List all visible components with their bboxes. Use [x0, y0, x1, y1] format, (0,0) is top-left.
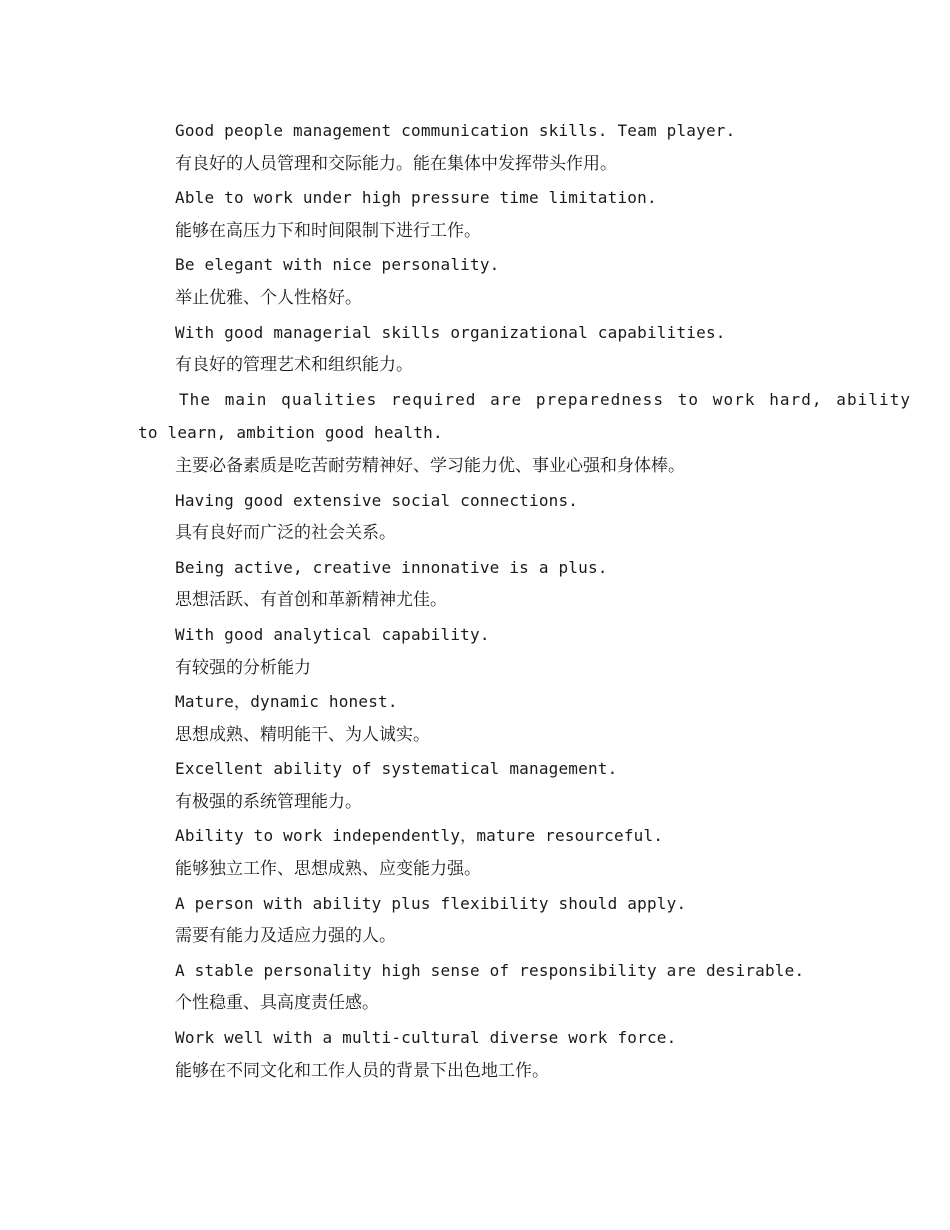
text-line: Mature，dynamic honest. [175, 692, 398, 712]
text-line: A person with ability plus flexibility should apply. [175, 893, 687, 913]
text-line: to learn, ambition good health. [138, 423, 443, 443]
text-block [138, 114, 912, 1088]
text-line: 需要有能力及适应力强的人。 [175, 926, 396, 947]
text-line: 能够在高压力下和时间限制下进行工作。 [175, 220, 481, 241]
text-line: A stable personality high sense of responsibility are desirable. [175, 960, 805, 980]
text-line: 能够独立工作、思想成熟、应变能力强。 [175, 859, 481, 880]
text-line: 有良好的人员管理和交际能力。能在集体中发挥带头作用。 [175, 153, 617, 174]
text-line: Excellent ability of systematical management. [175, 759, 618, 779]
text-line: Work well with a multi-cultural diverse work force. [175, 1028, 677, 1048]
text-line: 有较强的分析能力 [175, 657, 311, 678]
text-line: Able to work under high pressure time limitation. [175, 188, 657, 208]
text-line: 具有良好而广泛的社会关系。 [175, 523, 396, 544]
text-line: 有极强的系统管理能力。 [175, 791, 362, 812]
text-line: The main qualities required are preparedness to work hard, ability [179, 389, 912, 409]
text-line: Ability to work independently，mature resourceful. [175, 826, 664, 846]
text-line: Good people management communication skills. Team player. [175, 121, 736, 140]
text-line: Having good extensive social connections. [175, 490, 579, 510]
text-line: With good managerial skills organizational capabilities. [175, 322, 726, 342]
text-line: 能够在不同文化和工作人员的背景下出色地工作。 [175, 1060, 549, 1081]
text-line: 思想活跃、有首创和革新精神尤佳。 [175, 590, 447, 611]
text-line: 思想成熟、精明能干、为人诚实。 [175, 724, 430, 745]
text-line: 主要必备素质是吃苦耐劳精神好、学习能力优、事业心强和身体棒。 [175, 455, 685, 476]
text-line: With good analytical capability. [175, 624, 490, 644]
text-line: 举止优雅、个人性格好。 [175, 287, 362, 308]
text-line: Be elegant with nice personality. [175, 255, 500, 275]
text-line: 个性稳重、具高度责任感。 [175, 993, 379, 1014]
text-line: 有良好的管理艺术和组织能力。 [175, 355, 413, 376]
text-line: Being active, creative innonative is a plus. [175, 557, 608, 577]
